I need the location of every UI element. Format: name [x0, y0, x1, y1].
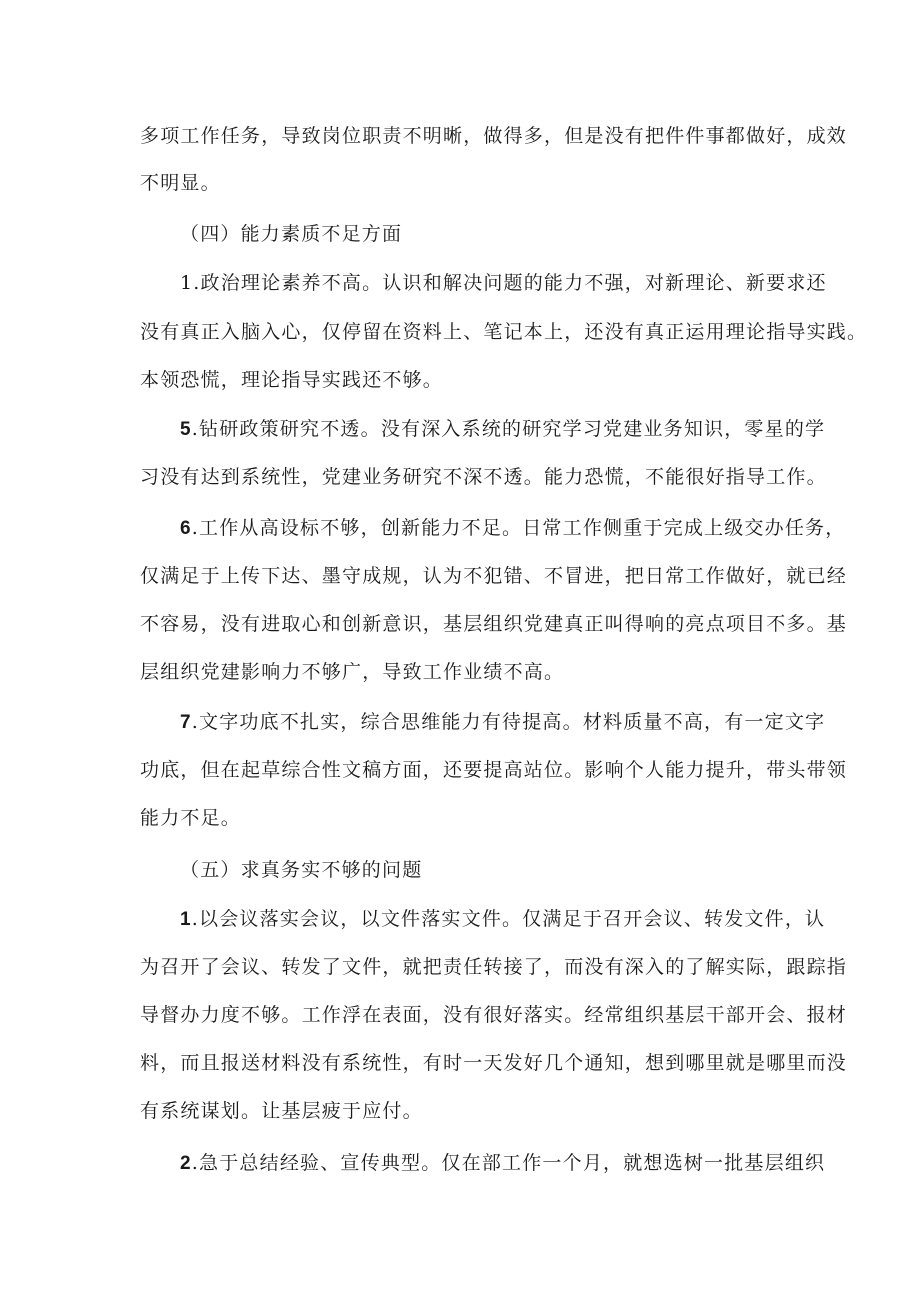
paragraph-line [180, 1151, 825, 1176]
paragraph-line [180, 516, 845, 541]
item-number: 2 [180, 1153, 192, 1174]
item-number: 7 [180, 712, 192, 733]
item-text: .钻研政策研究不透。没有深入系统的研究学习党建业务知识，零星的学 [191, 418, 826, 440]
paragraph-line [180, 710, 825, 735]
paragraph-line [180, 271, 827, 295]
paragraph-line: 为召开了会议、转发了文件，就把责任转接了，而没有深入的了解实际，跟踪指 [140, 956, 848, 978]
item-number: 5 [180, 419, 192, 440]
paragraph-line: 导督办力度不够。工作浮在表面，没有很好落实。经常组织基层干部开会、报材 [140, 1004, 848, 1026]
paragraph-line: 层组织党建影响力不够广，导致工作业绩不高。 [140, 661, 565, 683]
item-text: .文字功底不扎实，综合思维能力有待提高。材料质量不高，有一定文字 [191, 711, 826, 733]
paragraph-line: 有系统谋划。让基层疲于应付。 [140, 1100, 423, 1122]
paragraph-line: 不明显。 [140, 172, 221, 194]
paragraph-line: 功底，但在起草综合性文稿方面，还要提高站位。影响个人能力提升，带头带领 [140, 759, 848, 781]
paragraph-line: 仅满足于上传下达、墨守成规，认为不犯错、不冒进，把日常工作做好，就已经 [140, 565, 848, 587]
item-text: 政治理论素养不高。认识和解决问题的能力不强，对新理论、新要求还 [200, 272, 827, 294]
paragraph-line: 能力不足。 [140, 807, 242, 829]
paragraph-line: 多项工作任务，导致岗位职责不明晰，做得多，但是没有把件件事都做好，成效 [140, 125, 848, 147]
item-number: 1 [180, 909, 192, 930]
item-number: 6 [180, 518, 192, 539]
paragraph-line: 料，而且报送材料没有系统性，有时一天发好几个通知，想到哪里就是哪里而没 [140, 1052, 848, 1074]
paragraph-line [180, 417, 825, 442]
paragraph-line: 习没有达到系统性，党建业务研究不深不透。能力恐慌，不能很好指导工作。 [140, 466, 827, 488]
section-heading-5: （五）求真务实不够的问题 [180, 859, 423, 881]
paragraph-line: 本领恐慌，理论指导实践还不够。 [140, 369, 444, 391]
item-number: 1. [180, 272, 201, 294]
paragraph-line: 不容易，没有进取心和创新意识，基层组织党建真正叫得响的亮点项目不多。基 [140, 613, 848, 635]
paragraph-line: 没有真正入脑入心，仅停留在资料上、笔记本上，还没有真正运用理论指导实践。 [140, 321, 868, 343]
section-heading-4: （四）能力素质不足方面 [180, 223, 403, 245]
item-text: .急于总结经验、宣传典型。仅在部工作一个月，就想选树一批基层组织 [191, 1152, 826, 1174]
item-text: .工作从高设标不够，创新能力不足。日常工作侧重于完成上级交办任务， [191, 517, 846, 539]
paragraph-line [180, 907, 825, 932]
item-text: .以会议落实会议，以文件落实文件。仅满足于召开会议、转发文件，认 [191, 908, 826, 930]
